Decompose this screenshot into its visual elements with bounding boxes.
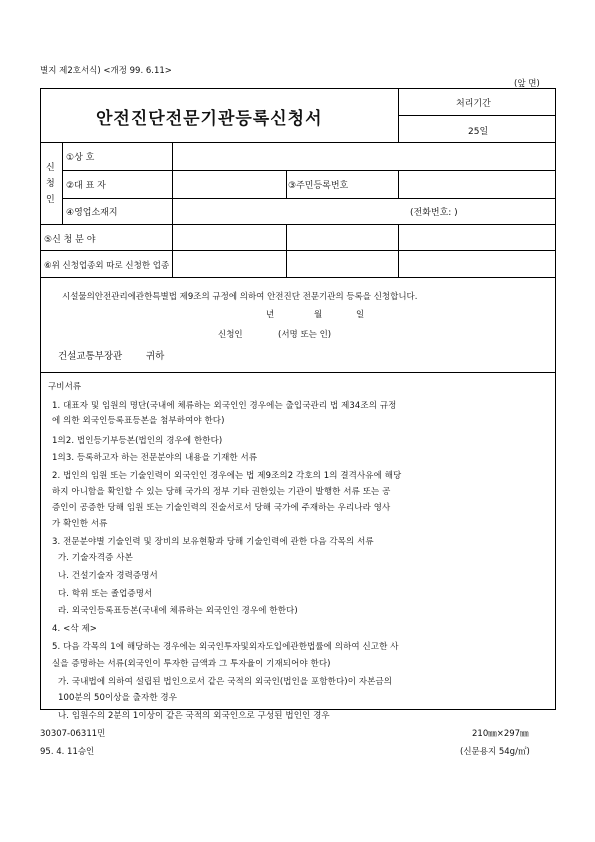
applicant-sign-label: 신청인 — [218, 330, 243, 340]
list-item: 하지 아니함을 확인할 수 있는 당해 국가의 정부 기타 권한있는 기관이 발행한 서류 또는 공 — [52, 487, 391, 497]
rule — [286, 170, 287, 198]
paper-spec: (신문용지 54g/㎡) — [460, 747, 530, 757]
form-code: 30307-06311민 — [40, 729, 106, 739]
list-item: 에 의한 외국인등록표등본을 첨부하여야 한다) — [52, 416, 225, 426]
resident-number-field[interactable] — [402, 174, 552, 194]
list-item: 가. 기술자격증 사본 — [58, 553, 133, 563]
location-field[interactable] — [176, 201, 406, 221]
date-year: 년 — [266, 310, 275, 320]
honorific: 귀하 — [146, 351, 165, 362]
list-item: 나. 임원수의 2분의 1이상이 같은 국적의 외국인으로 구성된 법인인 경우 — [58, 711, 330, 721]
list-item: 1의2. 법인등기부등본(법인의 경우에 한한다) — [52, 436, 223, 446]
representative-label: ②대 표 자 — [66, 181, 106, 191]
rule — [40, 142, 556, 143]
list-item: 증인이 공증한 당해 임원 또는 기술인력의 진술서로서 당해 국가에 주재하는 우리나라 영사 — [52, 503, 391, 513]
rule — [40, 372, 556, 373]
other-business-input[interactable] — [176, 255, 282, 273]
list-item: 3. 전문분야별 기술인력 및 장비의 보유현황과 당해 기술인력에 관한 다음 각목의 서류 — [52, 537, 374, 547]
rule — [40, 224, 556, 225]
list-item: 다. 학위 또는 졸업증명서 — [58, 589, 153, 599]
list-item: 가. 국내법에 의하여 설립된 법인으로서 같은 국적의 외국인(법인을 포함한다)이 자본금의 — [58, 677, 393, 687]
list-item: 1. 대표자 및 임원의 명단(국내에 체류하는 외국인인 경우에는 출입국관리 법 제34조의 규정 — [52, 401, 397, 411]
list-item: 2. 법인의 임원 또는 기술인력이 외국인인 경우에는 법 제9조의2 각호의 1의 결격사유에 해당 — [52, 471, 402, 481]
approval-date: 95. 4. 11승인 — [40, 747, 95, 757]
signature-note: (서명 또는 인) — [278, 330, 332, 340]
rule — [40, 250, 556, 251]
rule — [286, 224, 287, 277]
applicant-label-1: 신 — [46, 163, 55, 173]
rule — [398, 170, 399, 198]
page-side-label: (앞 면) — [514, 79, 540, 89]
list-item: 라. 외국인등록표등본(국내에 체류하는 외국인인 경우에 한한다) — [58, 606, 298, 616]
resident-number-label: ③주민등록번호 — [288, 181, 349, 191]
date-month: 월 — [314, 310, 323, 320]
applicant-label-3: 인 — [46, 195, 55, 205]
rule — [62, 198, 556, 199]
rule — [40, 277, 556, 278]
list-item: 실을 증명하는 서류(외국인이 투자한 금액과 그 투자율이 기재되어야 한다) — [52, 659, 331, 669]
list-item: 4. <삭 제> — [52, 624, 97, 634]
list-item: 1의3. 등록하고자 하는 전문분야의 내용을 기재한 서류 — [52, 453, 258, 463]
processing-period-label: 처리기간 — [456, 99, 491, 109]
paper-size: 210㎜×297㎜ — [472, 729, 529, 739]
representative-field[interactable] — [176, 174, 282, 194]
trade-name-field[interactable] — [176, 146, 552, 166]
trade-name-label: ①상 호 — [66, 153, 95, 163]
rule — [62, 142, 63, 224]
application-field-label: ⑤신 청 분 야 — [44, 235, 96, 245]
application-field-input[interactable] — [176, 228, 282, 246]
requirements-heading: 구비서류 — [48, 382, 82, 392]
processing-period-value: 25일 — [468, 127, 489, 137]
list-item: 5. 다음 각목의 1에 해당하는 경우에는 외국인투자및외자도입에관한법률에 의하여 신고한 사 — [52, 642, 399, 652]
other-business-label: ⑥위 신청업종외 따로 신청한 업종 — [44, 261, 170, 271]
rule — [172, 142, 173, 277]
addressee: 건설교통부장관 — [58, 351, 123, 362]
statement-text: 시설물의안전관리에관한특별법 제9조의 규정에 의하여 안전진단 전문기관의 등록을 신청합니다. — [62, 292, 418, 302]
form-number: 별지 제2호서식) <개정 99. 6.11> — [40, 66, 172, 76]
rule — [398, 88, 399, 142]
phone-label: (전화번호: ) — [410, 208, 458, 218]
rule — [398, 115, 556, 116]
location-label: ④영업소재지 — [66, 208, 118, 218]
rule — [398, 224, 399, 277]
form-title: 안전진단전문기관등록신청서 — [96, 109, 323, 129]
list-item: 가 확인한 서류 — [52, 519, 108, 529]
list-item: 100분의 50이상을 출자한 경우 — [58, 693, 178, 703]
list-item: 나. 건설기술자 경력증명서 — [58, 571, 158, 581]
date-day: 일 — [356, 310, 365, 320]
rule — [62, 170, 556, 171]
applicant-label-2: 청 — [46, 179, 55, 189]
